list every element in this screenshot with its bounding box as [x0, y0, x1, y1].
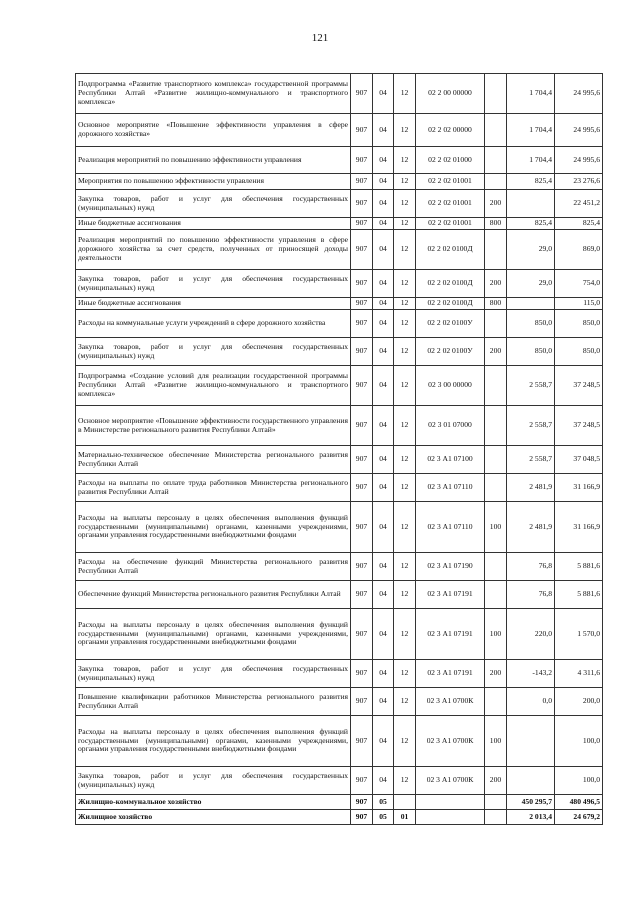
amount-change-cell	[507, 298, 555, 310]
expense-type-cell	[485, 474, 507, 502]
expense-type-cell	[485, 446, 507, 474]
section-code-cell: 04	[373, 660, 394, 688]
subsection-code-cell: 12	[394, 174, 416, 190]
admin-code-cell: 907	[351, 74, 373, 114]
amount-total-cell: 24 679,2	[555, 810, 603, 825]
subsection-code-cell: 12	[394, 338, 416, 366]
amount-total-cell: 23 276,6	[555, 174, 603, 190]
amount-change-cell: 825,4	[507, 174, 555, 190]
row-name-cell: Расходы на обеспечение функций Министерства регионального развития Республики Алтай	[76, 553, 351, 581]
admin-code-cell: 907	[351, 810, 373, 825]
subsection-code-cell: 12	[394, 716, 416, 767]
table-row	[76, 795, 603, 810]
target-article-cell: 02 3 А1 07110	[416, 474, 485, 502]
expense-type-cell: 800	[485, 298, 507, 310]
amount-total-cell: 37 248,5	[555, 406, 603, 446]
section-code-cell: 04	[373, 270, 394, 298]
row-name-cell: Расходы на коммунальные услуги учреждений в сфере дорожного хозяйства	[76, 310, 351, 338]
target-article-cell: 02 3 А1 0700К	[416, 767, 485, 795]
budget-table-body	[76, 74, 603, 825]
table-row	[76, 502, 603, 553]
admin-code-cell: 907	[351, 174, 373, 190]
expense-type-cell	[485, 553, 507, 581]
section-code-cell: 04	[373, 114, 394, 147]
target-article-cell: 02 3 А1 0700К	[416, 688, 485, 716]
subsection-code-cell: 12	[394, 230, 416, 270]
row-name-cell: Закупка товаров, работ и услуг для обеспечения государственных (муниципальных) нужд	[76, 338, 351, 366]
subsection-code-cell: 12	[394, 270, 416, 298]
expense-type-cell: 200	[485, 767, 507, 795]
amount-total-cell: 5 881,6	[555, 553, 603, 581]
target-article-cell: 02 3 01 07000	[416, 406, 485, 446]
section-code-cell: 04	[373, 230, 394, 270]
row-name-cell: Материально-техническое обеспечение Министерства регионального развития Республики Алтай	[76, 446, 351, 474]
amount-total-cell: 869,0	[555, 230, 603, 270]
amount-total-cell: 24 995,6	[555, 147, 603, 174]
table-row	[76, 114, 603, 147]
section-code-cell: 04	[373, 406, 394, 446]
row-name-cell: Жилищно-коммунальное хозяйство	[76, 795, 351, 810]
admin-code-cell: 907	[351, 147, 373, 174]
section-code-cell: 04	[373, 502, 394, 553]
amount-change-cell: 1 704,4	[507, 74, 555, 114]
amount-total-cell: 31 166,9	[555, 474, 603, 502]
subsection-code-cell: 12	[394, 767, 416, 795]
row-name-cell: Повышение квалификации работников Министерства регионального развития Республики Алтай	[76, 688, 351, 716]
section-code-cell: 04	[373, 446, 394, 474]
target-article-cell: 02 3 А1 07110	[416, 502, 485, 553]
amount-change-cell: 220,0	[507, 609, 555, 660]
amount-total-cell: 754,0	[555, 270, 603, 298]
expense-type-cell	[485, 230, 507, 270]
expense-type-cell	[485, 114, 507, 147]
expense-type-cell	[485, 581, 507, 609]
admin-code-cell: 907	[351, 338, 373, 366]
admin-code-cell: 907	[351, 688, 373, 716]
admin-code-cell: 907	[351, 366, 373, 406]
target-article-cell: 02 3 А1 07191	[416, 581, 485, 609]
admin-code-cell: 907	[351, 406, 373, 446]
subsection-code-cell: 12	[394, 609, 416, 660]
target-article-cell: 02 2 00 00000	[416, 74, 485, 114]
section-code-cell: 04	[373, 190, 394, 218]
subsection-code-cell: 12	[394, 114, 416, 147]
expense-type-cell: 100	[485, 716, 507, 767]
expense-type-cell	[485, 174, 507, 190]
table-row	[76, 609, 603, 660]
target-article-cell	[416, 795, 485, 810]
target-article-cell: 02 2 02 0100Д	[416, 230, 485, 270]
row-name-cell: Расходы на выплаты персоналу в целях обеспечения выполнения функций государственными (муниципальными) органами, казенными учреждениями, органами управления государственными внебюджетными фондами	[76, 716, 351, 767]
budget-table	[75, 73, 603, 825]
amount-total-cell: 4 311,6	[555, 660, 603, 688]
amount-change-cell	[507, 716, 555, 767]
section-code-cell: 04	[373, 338, 394, 366]
subsection-code-cell: 12	[394, 147, 416, 174]
admin-code-cell: 907	[351, 310, 373, 338]
amount-total-cell: 1 570,0	[555, 609, 603, 660]
expense-type-cell	[485, 406, 507, 446]
target-article-cell: 02 2 02 0100У	[416, 338, 485, 366]
table-row	[76, 716, 603, 767]
target-article-cell: 02 2 02 01000	[416, 147, 485, 174]
amount-total-cell: 37 248,5	[555, 366, 603, 406]
expense-type-cell	[485, 688, 507, 716]
expense-type-cell: 200	[485, 660, 507, 688]
target-article-cell: 02 2 02 0100Д	[416, 270, 485, 298]
expense-type-cell	[485, 810, 507, 825]
expense-type-cell	[485, 74, 507, 114]
subsection-code-cell: 12	[394, 298, 416, 310]
section-code-cell: 04	[373, 716, 394, 767]
table-row	[76, 174, 603, 190]
admin-code-cell: 907	[351, 446, 373, 474]
admin-code-cell: 907	[351, 553, 373, 581]
section-code-cell: 04	[373, 474, 394, 502]
row-name-cell: Закупка товаров, работ и услуг для обеспечения государственных (муниципальных) нужд	[76, 190, 351, 218]
table-row	[76, 688, 603, 716]
page-number: 121	[311, 32, 329, 44]
table-row	[76, 270, 603, 298]
table-row	[76, 581, 603, 609]
table-row	[76, 147, 603, 174]
amount-total-cell: 24 995,6	[555, 114, 603, 147]
section-code-cell: 04	[373, 74, 394, 114]
row-name-cell: Жилищное хозяйство	[76, 810, 351, 825]
table-row	[76, 446, 603, 474]
table-row	[76, 190, 603, 218]
expense-type-cell	[485, 366, 507, 406]
row-name-cell: Мероприятия по повышению эффективности управления	[76, 174, 351, 190]
amount-total-cell: 850,0	[555, 310, 603, 338]
table-row	[76, 474, 603, 502]
subsection-code-cell: 12	[394, 446, 416, 474]
admin-code-cell: 907	[351, 114, 373, 147]
table-row	[76, 810, 603, 825]
target-article-cell: 02 3 А1 07100	[416, 446, 485, 474]
target-article-cell: 02 2 02 00000	[416, 114, 485, 147]
row-name-cell: Реализация мероприятий по повышению эффективности управления в сфере дорожного хозяйства за счет средств, полученных от приносящей доходы деятельности	[76, 230, 351, 270]
subsection-code-cell: 12	[394, 74, 416, 114]
section-code-cell: 04	[373, 581, 394, 609]
section-code-cell: 05	[373, 795, 394, 810]
expense-type-cell: 800	[485, 218, 507, 230]
amount-change-cell: 2 481,9	[507, 502, 555, 553]
amount-change-cell: 2 558,7	[507, 406, 555, 446]
admin-code-cell: 907	[351, 218, 373, 230]
section-code-cell: 04	[373, 174, 394, 190]
admin-code-cell: 907	[351, 190, 373, 218]
amount-total-cell: 22 451,2	[555, 190, 603, 218]
section-code-cell: 04	[373, 310, 394, 338]
table-row	[76, 74, 603, 114]
section-code-cell: 04	[373, 218, 394, 230]
amount-change-cell: 76,8	[507, 553, 555, 581]
row-name-cell: Расходы на выплаты по оплате труда работников Министерства регионального развития Республики Алтай	[76, 474, 351, 502]
table-row	[76, 660, 603, 688]
amount-total-cell: 31 166,9	[555, 502, 603, 553]
row-name-cell: Расходы на выплаты персоналу в целях обеспечения выполнения функций государственными (муниципальными) органами, казенными учреждениями, органами управления государственными внебюджетными фондами	[76, 502, 351, 553]
amount-total-cell: 850,0	[555, 338, 603, 366]
admin-code-cell: 907	[351, 609, 373, 660]
subsection-code-cell: 12	[394, 310, 416, 338]
row-name-cell: Обеспечение функций Министерства регионального развития Республики Алтай	[76, 581, 351, 609]
row-name-cell: Закупка товаров, работ и услуг для обеспечения государственных (муниципальных) нужд	[76, 270, 351, 298]
amount-change-cell: 825,4	[507, 218, 555, 230]
expense-type-cell: 200	[485, 270, 507, 298]
admin-code-cell: 907	[351, 298, 373, 310]
section-code-cell: 04	[373, 688, 394, 716]
admin-code-cell: 907	[351, 660, 373, 688]
amount-change-cell: 2 013,4	[507, 810, 555, 825]
target-article-cell	[416, 810, 485, 825]
target-article-cell: 02 2 02 01001	[416, 174, 485, 190]
row-name-cell: Иные бюджетные ассигнования	[76, 218, 351, 230]
subsection-code-cell: 12	[394, 474, 416, 502]
amount-change-cell: 2 558,7	[507, 446, 555, 474]
amount-change-cell: 2 558,7	[507, 366, 555, 406]
amount-change-cell	[507, 767, 555, 795]
amount-change-cell: -143,2	[507, 660, 555, 688]
amount-total-cell: 480 496,5	[555, 795, 603, 810]
table-row	[76, 767, 603, 795]
target-article-cell: 02 3 00 00000	[416, 366, 485, 406]
section-code-cell: 04	[373, 366, 394, 406]
table-row	[76, 366, 603, 406]
amount-change-cell: 29,0	[507, 230, 555, 270]
target-article-cell: 02 2 02 0100У	[416, 310, 485, 338]
expense-type-cell	[485, 310, 507, 338]
row-name-cell: Иные бюджетные ассигнования	[76, 298, 351, 310]
subsection-code-cell: 12	[394, 502, 416, 553]
target-article-cell: 02 3 А1 07190	[416, 553, 485, 581]
row-name-cell: Подпрограмма «Создание условий для реализации государственной программы Республики Алтай «Развитие жилищно-коммунального и транспортного комплекса»	[76, 366, 351, 406]
amount-total-cell: 5 881,6	[555, 581, 603, 609]
amount-total-cell: 100,0	[555, 716, 603, 767]
target-article-cell: 02 2 02 01001	[416, 218, 485, 230]
admin-code-cell: 907	[351, 270, 373, 298]
admin-code-cell: 907	[351, 230, 373, 270]
section-code-cell: 04	[373, 767, 394, 795]
row-name-cell: Основное мероприятие «Повышение эффективности государственного управления в Министерстве регионального развития Республики Алтай»	[76, 406, 351, 446]
admin-code-cell: 907	[351, 795, 373, 810]
table-row	[76, 310, 603, 338]
section-code-cell: 04	[373, 609, 394, 660]
expense-type-cell: 100	[485, 609, 507, 660]
amount-change-cell: 29,0	[507, 270, 555, 298]
subsection-code-cell	[394, 795, 416, 810]
row-name-cell: Закупка товаров, работ и услуг для обеспечения государственных (муниципальных) нужд	[76, 660, 351, 688]
amount-total-cell: 115,0	[555, 298, 603, 310]
section-code-cell: 05	[373, 810, 394, 825]
amount-change-cell: 0,0	[507, 688, 555, 716]
expense-type-cell	[485, 147, 507, 174]
row-name-cell: Подпрограмма «Развитие транспортного комплекса» государственной программы Республики Алтай «Развитие жилищно-коммунального и транспортного комплекса»	[76, 74, 351, 114]
amount-change-cell: 450 295,7	[507, 795, 555, 810]
amount-change-cell: 2 481,9	[507, 474, 555, 502]
subsection-code-cell: 12	[394, 406, 416, 446]
table-row	[76, 338, 603, 366]
table-row	[76, 218, 603, 230]
amount-total-cell: 37 048,5	[555, 446, 603, 474]
target-article-cell: 02 3 А1 07191	[416, 609, 485, 660]
amount-total-cell: 100,0	[555, 767, 603, 795]
admin-code-cell: 907	[351, 502, 373, 553]
subsection-code-cell: 12	[394, 553, 416, 581]
amount-total-cell: 825,4	[555, 218, 603, 230]
table-row	[76, 298, 603, 310]
amount-change-cell: 850,0	[507, 310, 555, 338]
subsection-code-cell: 12	[394, 190, 416, 218]
subsection-code-cell: 12	[394, 218, 416, 230]
subsection-code-cell: 12	[394, 366, 416, 406]
row-name-cell: Основное мероприятие «Повышение эффективности управления в сфере дорожного хозяйства»	[76, 114, 351, 147]
amount-change-cell: 1 704,4	[507, 114, 555, 147]
expense-type-cell	[485, 795, 507, 810]
amount-change-cell	[507, 190, 555, 218]
admin-code-cell: 907	[351, 474, 373, 502]
target-article-cell: 02 2 02 0100Д	[416, 298, 485, 310]
section-code-cell: 04	[373, 298, 394, 310]
section-code-cell: 04	[373, 147, 394, 174]
admin-code-cell: 907	[351, 581, 373, 609]
subsection-code-cell: 12	[394, 581, 416, 609]
expense-type-cell: 200	[485, 338, 507, 366]
amount-change-cell: 1 704,4	[507, 147, 555, 174]
amount-total-cell: 200,0	[555, 688, 603, 716]
row-name-cell: Закупка товаров, работ и услуг для обеспечения государственных (муниципальных) нужд	[76, 767, 351, 795]
target-article-cell: 02 3 А1 07191	[416, 660, 485, 688]
row-name-cell: Расходы на выплаты персоналу в целях обеспечения выполнения функций государственными (муниципальными) органами, казенными учреждениями, органами управления государственными внебюджетными фондами	[76, 609, 351, 660]
subsection-code-cell: 12	[394, 660, 416, 688]
expense-type-cell: 200	[485, 190, 507, 218]
target-article-cell: 02 2 02 01001	[416, 190, 485, 218]
amount-change-cell: 850,0	[507, 338, 555, 366]
amount-change-cell: 76,8	[507, 581, 555, 609]
expense-type-cell: 100	[485, 502, 507, 553]
admin-code-cell: 907	[351, 767, 373, 795]
target-article-cell: 02 3 А1 0700К	[416, 716, 485, 767]
admin-code-cell: 907	[351, 716, 373, 767]
section-code-cell: 04	[373, 553, 394, 581]
table-row	[76, 406, 603, 446]
table-row	[76, 230, 603, 270]
row-name-cell: Реализация мероприятий по повышению эффективности управления	[76, 147, 351, 174]
subsection-code-cell: 01	[394, 810, 416, 825]
subsection-code-cell: 12	[394, 688, 416, 716]
amount-total-cell: 24 995,6	[555, 74, 603, 114]
table-row	[76, 553, 603, 581]
